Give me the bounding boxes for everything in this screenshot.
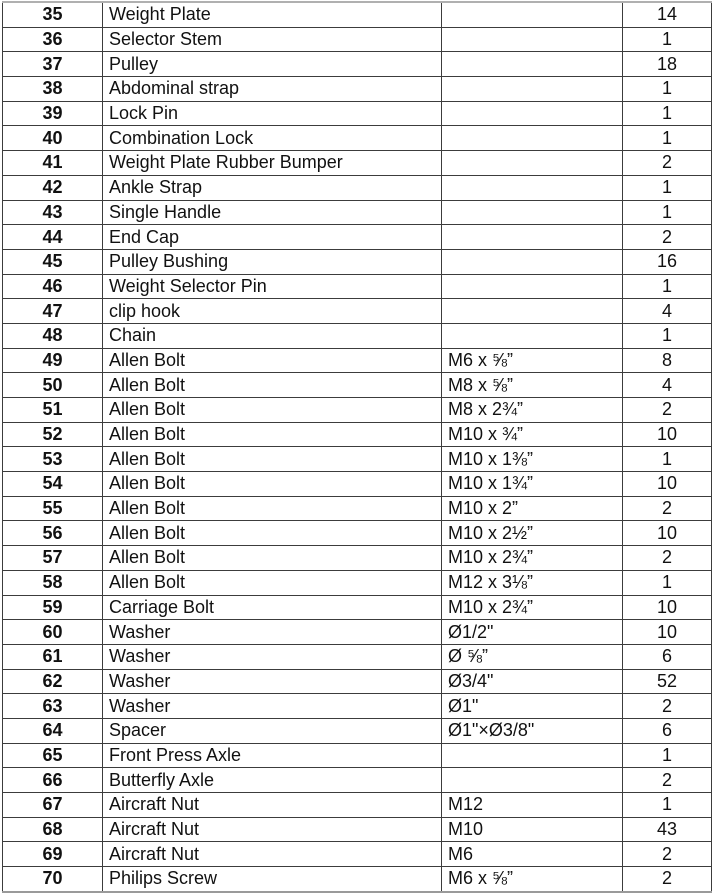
- table-row: [3, 718, 712, 743]
- part-number-cell: 47: [3, 299, 103, 324]
- part-number-cell: 43: [3, 200, 103, 225]
- part-qty-cell: 2: [623, 768, 712, 793]
- part-qty-cell: 4: [623, 373, 712, 398]
- part-number-cell: 55: [3, 496, 103, 521]
- part-name-cell: clip hook: [103, 299, 442, 324]
- part-qty-cell: 1: [623, 200, 712, 225]
- part-name-cell: Aircraft Nut: [103, 817, 442, 842]
- part-name-cell: Weight Plate Rubber Bumper: [103, 151, 442, 176]
- table-row: [3, 595, 712, 620]
- part-spec-cell: [442, 299, 623, 324]
- part-spec-cell: [442, 77, 623, 102]
- part-qty-cell: 1: [623, 793, 712, 818]
- part-name-cell: Aircraft Nut: [103, 793, 442, 818]
- part-number-cell: 39: [3, 101, 103, 126]
- part-spec-cell: M10 x 2½”: [442, 521, 623, 546]
- part-qty-cell: 1: [623, 77, 712, 102]
- part-qty-cell: 8: [623, 348, 712, 373]
- part-name-cell: Allen Bolt: [103, 546, 442, 571]
- table-row: [3, 472, 712, 497]
- part-name-cell: Washer: [103, 669, 442, 694]
- part-spec-cell: M10: [442, 817, 623, 842]
- part-name-cell: Abdominal strap: [103, 77, 442, 102]
- part-spec-cell: M10 x 1¾”: [442, 472, 623, 497]
- part-spec-cell: Ø1": [442, 694, 623, 719]
- table-row: [3, 422, 712, 447]
- table-row: [3, 817, 712, 842]
- table-row: [3, 842, 712, 867]
- table-row: [3, 496, 712, 521]
- table-row: [3, 348, 712, 373]
- table-row: [3, 27, 712, 52]
- part-qty-cell: 2: [623, 225, 712, 250]
- table-row: [3, 398, 712, 423]
- part-qty-cell: 1: [623, 570, 712, 595]
- part-name-cell: Carriage Bolt: [103, 595, 442, 620]
- part-qty-cell: 52: [623, 669, 712, 694]
- part-name-cell: Allen Bolt: [103, 447, 442, 472]
- part-name-cell: Weight Selector Pin: [103, 274, 442, 299]
- part-name-cell: Aircraft Nut: [103, 842, 442, 867]
- part-spec-cell: Ø ⅝”: [442, 644, 623, 669]
- part-name-cell: Front Press Axle: [103, 743, 442, 768]
- part-number-cell: 42: [3, 175, 103, 200]
- part-qty-cell: 2: [623, 546, 712, 571]
- part-number-cell: 36: [3, 27, 103, 52]
- part-name-cell: Weight Plate: [103, 2, 442, 27]
- part-number-cell: 70: [3, 867, 103, 892]
- part-number-cell: 46: [3, 274, 103, 299]
- table-row: [3, 620, 712, 645]
- part-number-cell: 44: [3, 225, 103, 250]
- table-row: [3, 299, 712, 324]
- part-spec-cell: Ø1"×Ø3/8": [442, 718, 623, 743]
- part-number-cell: 62: [3, 669, 103, 694]
- table-row: [3, 373, 712, 398]
- part-spec-cell: [442, 200, 623, 225]
- part-number-cell: 49: [3, 348, 103, 373]
- part-number-cell: 64: [3, 718, 103, 743]
- part-number-cell: 41: [3, 151, 103, 176]
- table-row: [3, 570, 712, 595]
- table-row: [3, 793, 712, 818]
- part-qty-cell: 2: [623, 398, 712, 423]
- part-spec-cell: [442, 768, 623, 793]
- table-row: [3, 200, 712, 225]
- part-spec-cell: M8 x 2¾”: [442, 398, 623, 423]
- part-number-cell: 69: [3, 842, 103, 867]
- part-spec-cell: [442, 151, 623, 176]
- table-row: [3, 867, 712, 892]
- part-qty-cell: 10: [623, 422, 712, 447]
- table-row: [3, 52, 712, 77]
- part-qty-cell: 10: [623, 595, 712, 620]
- table-row: [3, 151, 712, 176]
- part-spec-cell: M10 x 2”: [442, 496, 623, 521]
- part-number-cell: 67: [3, 793, 103, 818]
- part-spec-cell: [442, 101, 623, 126]
- part-number-cell: 40: [3, 126, 103, 151]
- part-spec-cell: Ø1/2": [442, 620, 623, 645]
- part-qty-cell: 6: [623, 718, 712, 743]
- part-name-cell: Allen Bolt: [103, 570, 442, 595]
- part-name-cell: Allen Bolt: [103, 398, 442, 423]
- table-row: [3, 175, 712, 200]
- parts-list-table: [2, 1, 712, 893]
- part-number-cell: 61: [3, 644, 103, 669]
- part-number-cell: 51: [3, 398, 103, 423]
- part-spec-cell: M6 x ⅝”: [442, 348, 623, 373]
- part-number-cell: 57: [3, 546, 103, 571]
- table-row: [3, 669, 712, 694]
- part-spec-cell: M8 x ⅝”: [442, 373, 623, 398]
- part-qty-cell: 43: [623, 817, 712, 842]
- table-row: [3, 546, 712, 571]
- part-qty-cell: 1: [623, 323, 712, 348]
- part-number-cell: 53: [3, 447, 103, 472]
- part-qty-cell: 1: [623, 274, 712, 299]
- table-row: [3, 644, 712, 669]
- part-qty-cell: 1: [623, 447, 712, 472]
- part-spec-cell: Ø3/4": [442, 669, 623, 694]
- part-qty-cell: 2: [623, 842, 712, 867]
- part-spec-cell: [442, 274, 623, 299]
- part-qty-cell: 10: [623, 472, 712, 497]
- part-number-cell: 59: [3, 595, 103, 620]
- part-spec-cell: [442, 249, 623, 274]
- part-qty-cell: 1: [623, 126, 712, 151]
- part-number-cell: 65: [3, 743, 103, 768]
- table-row: [3, 249, 712, 274]
- table-row: [3, 126, 712, 151]
- part-name-cell: Ankle Strap: [103, 175, 442, 200]
- part-name-cell: Allen Bolt: [103, 348, 442, 373]
- part-spec-cell: [442, 126, 623, 151]
- part-name-cell: Single Handle: [103, 200, 442, 225]
- table-row: [3, 2, 712, 27]
- part-number-cell: 58: [3, 570, 103, 595]
- part-qty-cell: 1: [623, 101, 712, 126]
- part-spec-cell: [442, 27, 623, 52]
- part-name-cell: Pulley Bushing: [103, 249, 442, 274]
- part-spec-cell: M12: [442, 793, 623, 818]
- part-number-cell: 48: [3, 323, 103, 348]
- part-name-cell: Spacer: [103, 718, 442, 743]
- table-row: [3, 743, 712, 768]
- part-number-cell: 68: [3, 817, 103, 842]
- part-spec-cell: [442, 743, 623, 768]
- part-qty-cell: 1: [623, 175, 712, 200]
- part-number-cell: 45: [3, 249, 103, 274]
- part-qty-cell: 2: [623, 694, 712, 719]
- part-name-cell: Butterfly Axle: [103, 768, 442, 793]
- part-number-cell: 35: [3, 2, 103, 27]
- part-spec-cell: M10 x ¾”: [442, 422, 623, 447]
- part-number-cell: 38: [3, 77, 103, 102]
- part-number-cell: 54: [3, 472, 103, 497]
- part-spec-cell: M12 x 3⅛”: [442, 570, 623, 595]
- part-name-cell: Chain: [103, 323, 442, 348]
- part-name-cell: Selector Stem: [103, 27, 442, 52]
- part-spec-cell: [442, 225, 623, 250]
- part-number-cell: 60: [3, 620, 103, 645]
- table-row: [3, 101, 712, 126]
- part-qty-cell: 6: [623, 644, 712, 669]
- part-spec-cell: [442, 52, 623, 77]
- part-name-cell: Pulley: [103, 52, 442, 77]
- table-row: [3, 274, 712, 299]
- part-name-cell: Combination Lock: [103, 126, 442, 151]
- part-name-cell: Washer: [103, 620, 442, 645]
- table-row: [3, 225, 712, 250]
- part-qty-cell: 2: [623, 867, 712, 892]
- part-spec-cell: M10 x 2¾”: [442, 546, 623, 571]
- part-name-cell: Allen Bolt: [103, 496, 442, 521]
- part-number-cell: 52: [3, 422, 103, 447]
- part-qty-cell: 1: [623, 743, 712, 768]
- part-qty-cell: 16: [623, 249, 712, 274]
- parts-list-body: [3, 2, 712, 892]
- table-row: [3, 768, 712, 793]
- part-name-cell: Allen Bolt: [103, 422, 442, 447]
- part-name-cell: Allen Bolt: [103, 521, 442, 546]
- part-qty-cell: 1: [623, 27, 712, 52]
- part-number-cell: 66: [3, 768, 103, 793]
- part-name-cell: Lock Pin: [103, 101, 442, 126]
- part-name-cell: Allen Bolt: [103, 373, 442, 398]
- part-qty-cell: 10: [623, 521, 712, 546]
- part-spec-cell: M10 x 1⅜”: [442, 447, 623, 472]
- part-qty-cell: 18: [623, 52, 712, 77]
- table-row: [3, 323, 712, 348]
- part-name-cell: End Cap: [103, 225, 442, 250]
- table-row: [3, 694, 712, 719]
- part-spec-cell: [442, 323, 623, 348]
- table-row: [3, 521, 712, 546]
- part-name-cell: Allen Bolt: [103, 472, 442, 497]
- part-qty-cell: 2: [623, 151, 712, 176]
- part-number-cell: 56: [3, 521, 103, 546]
- part-spec-cell: M6 x ⅝”: [442, 867, 623, 892]
- part-spec-cell: M10 x 2¾”: [442, 595, 623, 620]
- part-number-cell: 37: [3, 52, 103, 77]
- part-name-cell: Washer: [103, 694, 442, 719]
- part-number-cell: 50: [3, 373, 103, 398]
- part-spec-cell: M6: [442, 842, 623, 867]
- part-spec-cell: [442, 175, 623, 200]
- part-qty-cell: 14: [623, 2, 712, 27]
- table-row: [3, 77, 712, 102]
- part-qty-cell: 4: [623, 299, 712, 324]
- part-number-cell: 63: [3, 694, 103, 719]
- part-name-cell: Philips Screw: [103, 867, 442, 892]
- table-row: [3, 447, 712, 472]
- part-qty-cell: 10: [623, 620, 712, 645]
- part-qty-cell: 2: [623, 496, 712, 521]
- part-spec-cell: [442, 2, 623, 27]
- part-name-cell: Washer: [103, 644, 442, 669]
